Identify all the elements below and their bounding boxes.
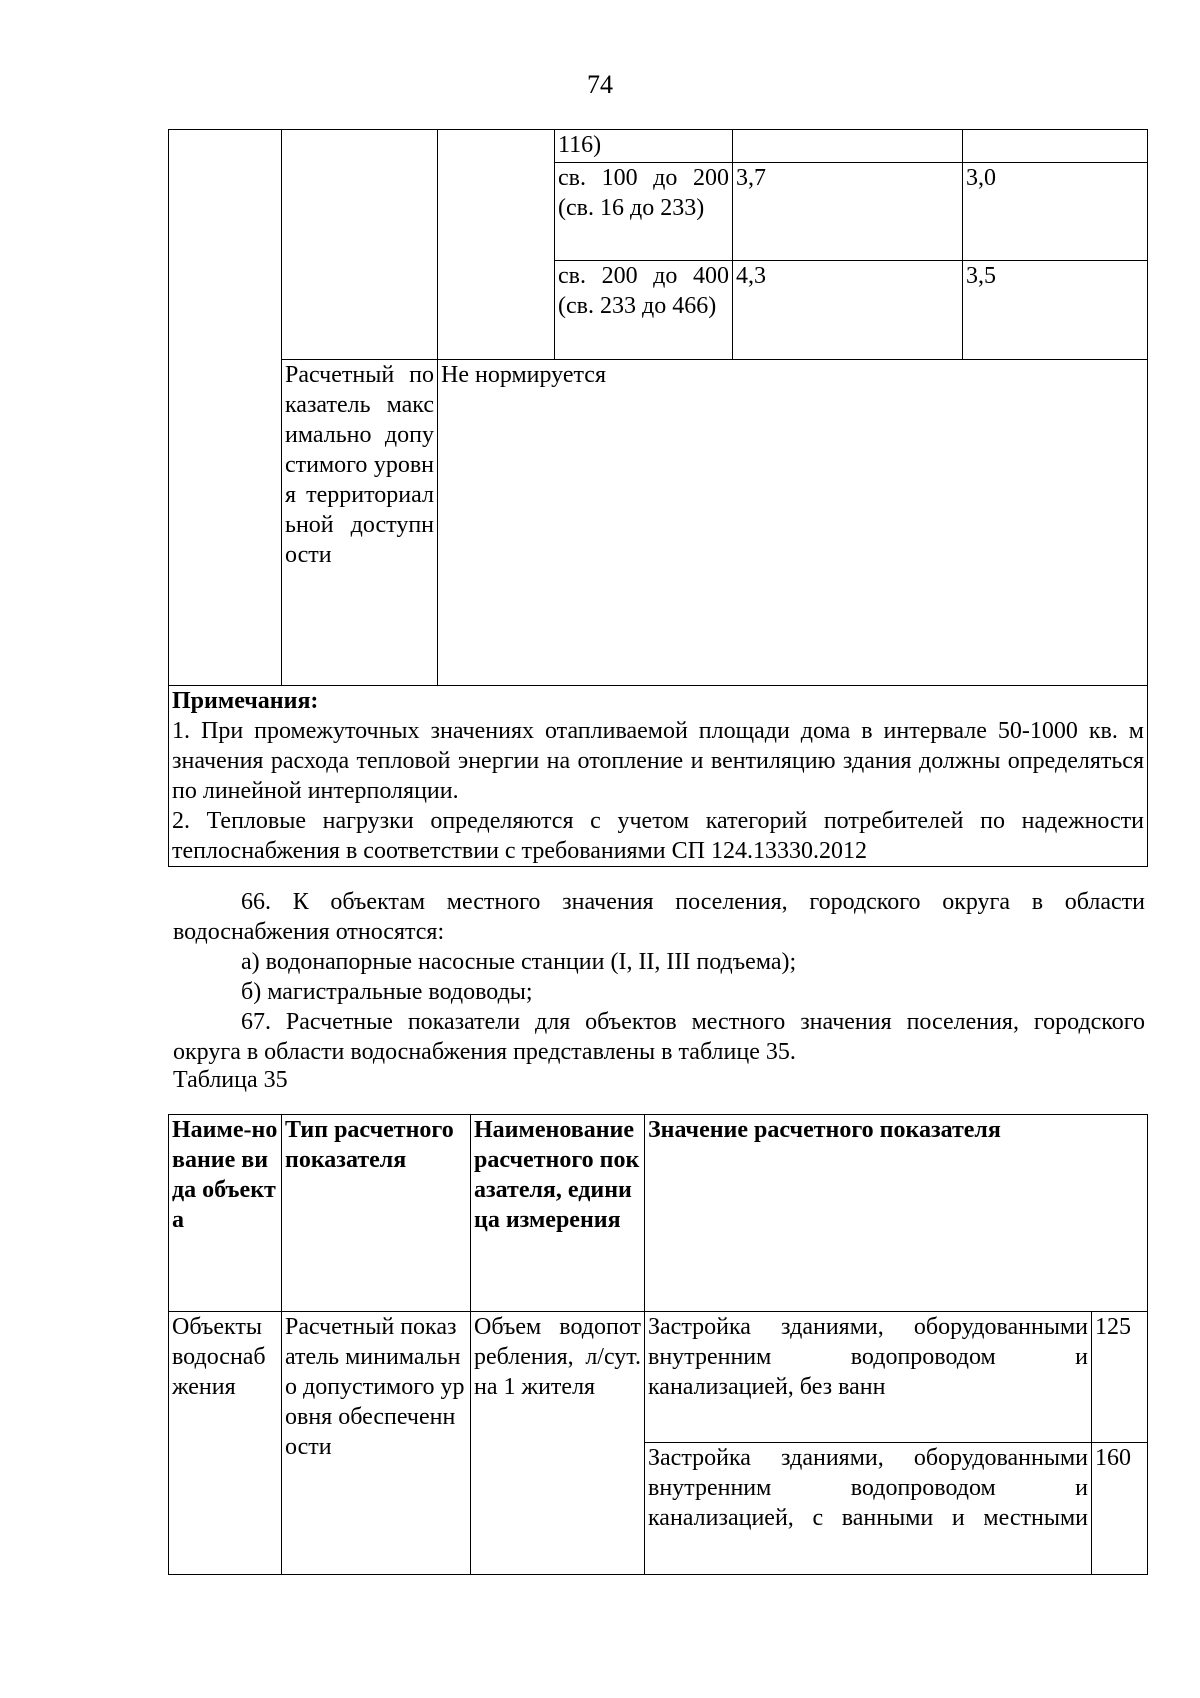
empty-cell — [282, 130, 438, 360]
paragraph-67: 67. Расчетные показатели для объектов местного значения поселения, городского округа в области водоснабжения представлены в таблице 35. — [173, 1009, 1145, 1065]
header-indicator-value: Значение расчетного показателя — [645, 1115, 1148, 1312]
object-cell: Объекты водоснабжения — [169, 1312, 282, 1575]
value-cell: 160 — [1092, 1443, 1148, 1575]
list-item-b: б) магистральные водоводы; — [241, 979, 533, 1005]
table-35 — [168, 1114, 1148, 1575]
page-number: 74 — [587, 70, 613, 99]
notes-cell — [169, 686, 1148, 867]
empty-cell — [169, 130, 282, 686]
value-cell: 3,5 — [963, 261, 1148, 360]
header-indicator-type: Тип расчетного показателя — [282, 1115, 471, 1312]
value-cell: 4,3 — [733, 261, 963, 360]
note-1: 1. При промежуточных значениях отапливаемой площади дома в интервале 50-1000 кв. м значения расхода тепловой энергии на отопление и вентиляцию здания должны определяться по линейной интерполяции. — [172, 718, 1144, 804]
value-cell: 3,0 — [963, 163, 1148, 261]
paragraph-66: 66. К объектам местного значения поселения, городского округа в области водоснабжения относятся: — [173, 889, 1145, 945]
indicator-type-cell: Расчетный показатель минимально допустимого уровня обеспеченности — [282, 1312, 471, 1575]
value-cell: 3,7 — [733, 163, 963, 261]
value-cell — [963, 130, 1148, 163]
access-indicator-type-cell: Расчетный показатель максимально допустимого уровня территориальной доступности — [282, 360, 438, 686]
description-cell: Застройка зданиями, оборудованными внутренним водопроводом и канализацией, без ванн — [645, 1312, 1092, 1443]
area-range-cell: св. 200 до 400 (св. 233 до 466) — [555, 261, 733, 360]
indicator-name-cell: Объем водопотребления, л/сут. на 1 жителя — [471, 1312, 645, 1575]
list-item-a: а) водонапорные насосные станции (I, II, III подъема); — [241, 949, 797, 975]
notes-title: Примечания: — [172, 688, 319, 714]
note-2: 2. Тепловые нагрузки определяются с учетом категорий потребителей по надежности теплоснабжения в соответствии с требованиями СП 124.13330.2012 — [172, 808, 1144, 864]
empty-cell — [438, 130, 555, 360]
header-object-type: Наиме-нование вида объекта — [169, 1115, 282, 1312]
description-cell: Застройка зданиями, оборудованными внутренним водопроводом и канализацией, с ванными и местными — [645, 1443, 1092, 1575]
access-indicator-value-cell: Не нормируется — [438, 360, 1148, 686]
value-cell — [733, 130, 963, 163]
area-range-cell: 116) — [555, 130, 733, 163]
heat-supply-table-continuation — [168, 129, 1148, 867]
header-indicator-name: Наименование расчетного показателя, единица измерения — [471, 1115, 645, 1312]
table-caption: Таблица 35 — [173, 1067, 288, 1093]
value-cell: 125 — [1092, 1312, 1148, 1443]
area-range-cell: св. 100 до 200 (св. 16 до 233) — [555, 163, 733, 261]
